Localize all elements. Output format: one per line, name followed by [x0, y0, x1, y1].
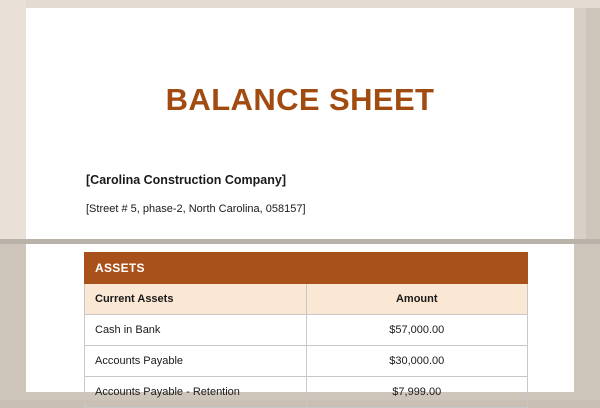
- page-frame-left: [0, 0, 26, 239]
- table-row: [85, 377, 528, 408]
- company-name: [Carolina Construction Company]: [86, 173, 287, 187]
- table-section-header-row: [85, 253, 528, 284]
- company-address: [Street # 5, phase-2, North Carolina, 058157]: [86, 203, 306, 215]
- row-amount: $30,000.00: [306, 346, 528, 377]
- page-frame-top: [0, 0, 600, 8]
- background-divider: [0, 239, 600, 244]
- table-row: [85, 346, 528, 377]
- balance-sheet-table: [84, 252, 528, 408]
- row-amount: $7,999.00: [306, 377, 528, 408]
- document-page: [26, 8, 574, 398]
- row-label: Accounts Payable - Retention: [85, 377, 307, 408]
- column-header-current-assets: Current Assets: [85, 284, 307, 315]
- table-column-header-row: [85, 284, 528, 315]
- row-label: Cash in Bank: [85, 315, 307, 346]
- page-shadow: [574, 8, 586, 239]
- row-amount: $57,000.00: [306, 315, 528, 346]
- row-label: Accounts Payable: [85, 346, 307, 377]
- section-label-assets: ASSETS: [85, 253, 528, 284]
- column-header-amount: Amount: [306, 284, 528, 315]
- table-row: [85, 315, 528, 346]
- page-title: BALANCE SHEET: [165, 82, 435, 117]
